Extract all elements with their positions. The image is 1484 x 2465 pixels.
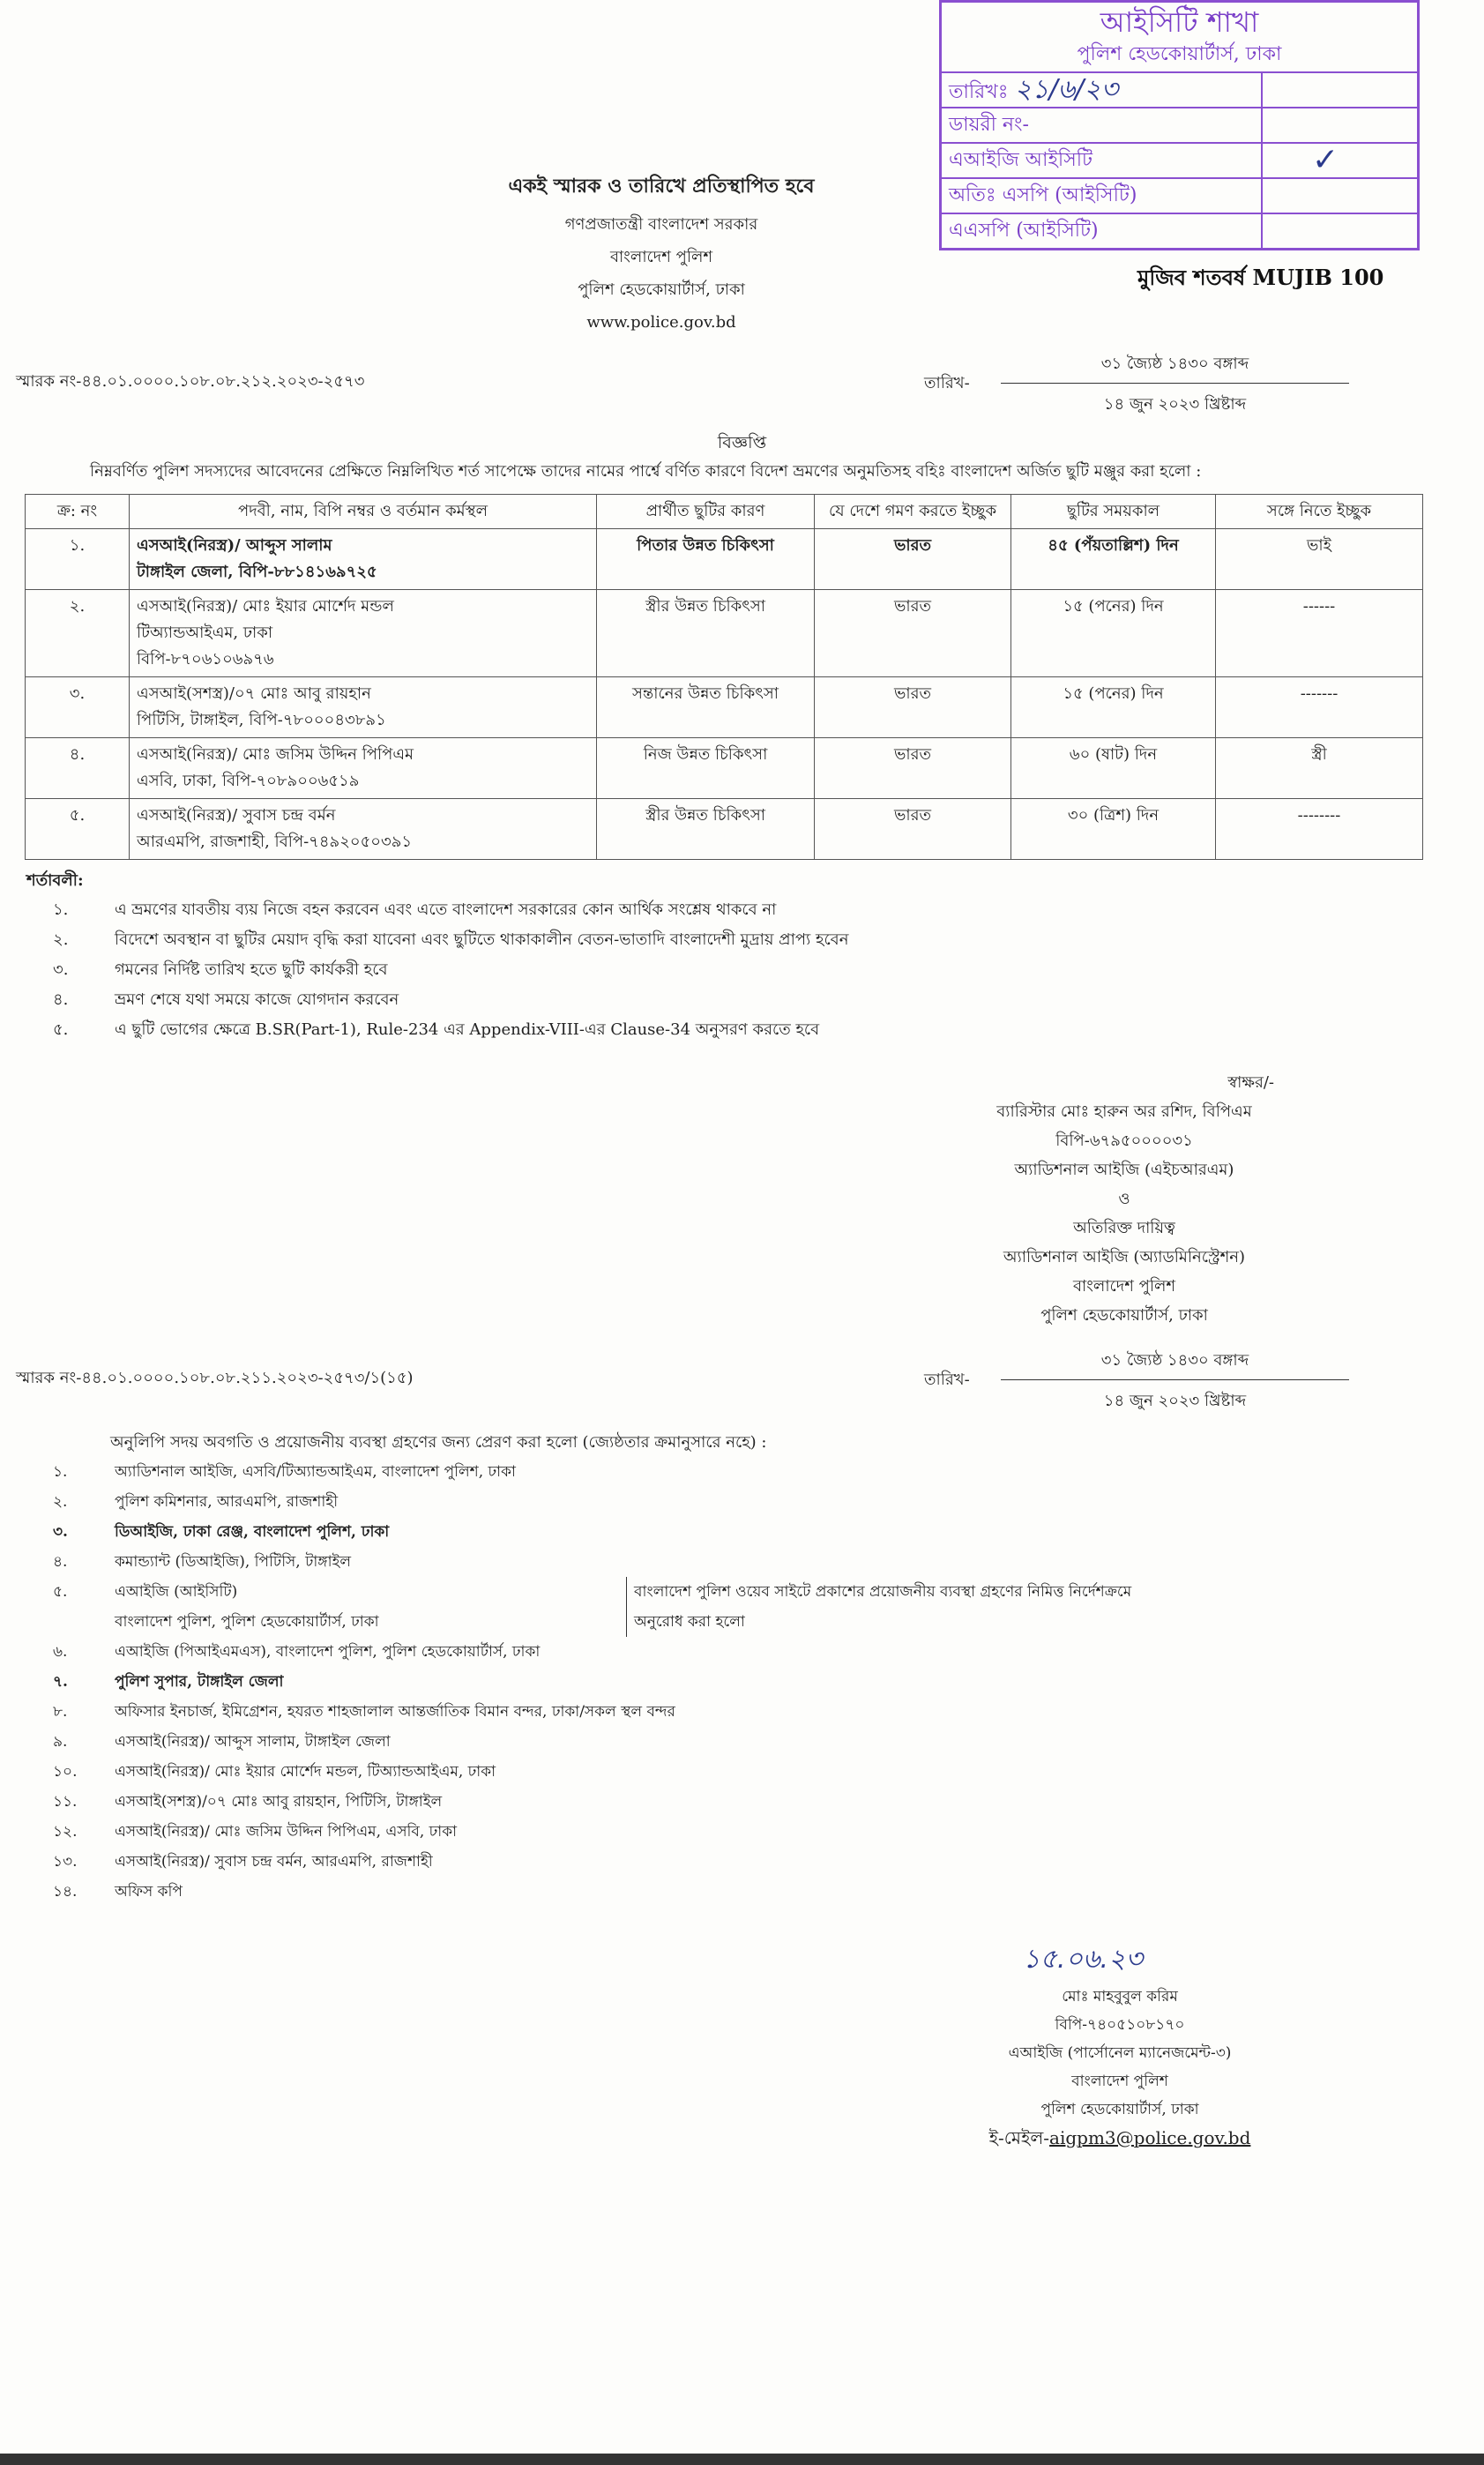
- memo-row-2: [0, 1348, 1484, 1420]
- condition-item: ৩. গমনের নির্দিষ্ট তারিখ হতে ছুটি কার্যকরী হবে: [53, 960, 388, 979]
- date-bangla-2: ৩১ জ্যৈষ্ঠ ১৪৩০ বঙ্গাব্দ: [1001, 1348, 1349, 1380]
- signature-block-1: স্বাক্ষর/- ব্যারিস্টার মোঃ হারুন অর রশিদ, বিপিএম বিপি-৬৭৯৫০০০০৩১ অ্যাডিশনাল আইজি (এইচআরএম) ও অতিরিক্ত দায়িত্ব অ্যাডিশনাল আইজি (অ্যাডমিনিস্ট্রেশন) বাংলাদেশ পুলিশ পুলিশ হেডকোয়ার্টার্স, ঢাকা: [996, 1073, 1274, 1325]
- stamp-label: এআইজি আইসিটি: [949, 149, 1093, 171]
- replace-note: একই স্মারক ও তারিখে প্রতিস্থাপিত হবে: [508, 175, 815, 198]
- table-row: ১. এসআই(নিরস্ত্র)/ আব্দুস সালাম টাঙ্গাইল জেলা, বিপি-৮৮১৪১৬৯৭২৫ পিতার উন্নত চিকিৎসা ভারত ৪৫ (পঁয়তাল্লিশ) দিন ভাই: [26, 529, 1423, 590]
- table-row: ৫. এসআই(নিরস্ত্র)/ সুবাস চন্দ্র বর্মন আরএমপি, রাজশাহী, বিপি-৭৪৯২০৫০৩৯১ স্ত্রীর উন্নত চিকিৎসা ভারত ৩০ (ত্রিশ) দিন --------: [26, 799, 1423, 860]
- table-row: ৩. এসআই(সশস্ত্র)/০৭ মোঃ আবু রায়হান পিটিসি, টাঙ্গাইল, বিপি-৭৮০০০৪৩৮৯১ সন্তানের উন্নত চিকিৎসা ভারত ১৫ (পনের) দিন -------: [26, 677, 1423, 738]
- email-link[interactable]: aigpm3@police.gov.bd: [1049, 2127, 1251, 2148]
- letterhead: গণপ্রজাতন্ত্রী বাংলাদেশ সরকার বাংলাদেশ পুলিশ পুলিশ হেডকোয়ার্টার্স, ঢাকা www.police.gov.bd: [564, 215, 758, 332]
- distribution-item: ৬. এআইজি (পিআইএমএস), বাংলাদেশ পুলিশ, পুলিশ হেডকোয়ার্টার্স, ঢাকা: [53, 1643, 541, 1661]
- check-mark: ✓: [1312, 142, 1339, 178]
- distribution-item: ৭. পুলিশ সুপার, টাঙ্গাইল জেলা: [53, 1673, 284, 1691]
- leave-table: [25, 494, 1423, 860]
- scan-edge: [0, 2454, 1484, 2465]
- date-label-2: তারিখ-: [924, 1371, 970, 1389]
- condition-item: ৫. এ ছুটি ভোগের ক্ষেত্রে B.SR(Part-1), Rule-234 এর Appendix-VIII-এর Clause-34 অনুসরণ করতে হবে: [53, 1020, 820, 1039]
- stamp-date: ২১/৬/২৩: [1014, 74, 1119, 105]
- memo-row-1: [0, 351, 1484, 423]
- date-gregorian: ১৪ জুন ২০২৩ খ্রিষ্টাব্দ: [1103, 395, 1247, 414]
- stamp-label: এএসপি (আইসিটি): [942, 213, 1417, 248]
- mujib-100-logo: মুজিব শতবর্ষ MUJIB 100: [1137, 265, 1384, 290]
- date-bangla: ৩১ জ্যৈষ্ঠ ১৪৩০ বঙ্গাব্দ: [1001, 351, 1349, 384]
- distribution-item: ৯. এসআই(নিরস্ত্র)/ আব্দুস সালাম, টাঙ্গাইল জেলা: [53, 1733, 391, 1751]
- condition-item: ২. বিদেশে অবস্থান বা ছুটির মেয়াদ বৃদ্ধি করা যাবেনা এবং ছুটিতে থাকাকালীন বেতন-ভাতাদি বাংলাদেশী মুদ্রায় প্রাপ্য হবেন: [53, 930, 849, 949]
- notice-title: বিজ্ঞপ্তি: [717, 433, 767, 452]
- stamp-label: ডায়রী নং-: [942, 107, 1417, 142]
- stamp-label: তারিখঃ: [949, 81, 1009, 103]
- notice-body: নিম্নবর্ণিত পুলিশ সদস্যদের আবেদনের প্রেক্ষিতে নিম্নলিখিত শর্ত সাপেক্ষে তাদের নামের পার্শ্বে বর্ণিত কারণে বিদেশ ভ্রমণের অনুমতিসহ বহিঃ বাংলাদেশ অর্জিত ছুটি মঞ্জুর করা হলো :: [90, 462, 1202, 481]
- memo-number-2: স্মারক নং-৪৪.০১.০০০০.১০৮.০৮.২১১.২০২৩-২৫৭৩/১(১৫): [16, 1369, 414, 1387]
- distribution-item: ১. অ্যাডিশনাল আইজি, এসবি/টিঅ্যান্ডআইএম, বাংলাদেশ পুলিশ, ঢাকা: [53, 1463, 516, 1481]
- date-gregorian-2: ১৪ জুন ২০২৩ খ্রিষ্টাব্দ: [1103, 1392, 1247, 1410]
- date-label: তারিখ-: [924, 374, 970, 392]
- conditions-title: শর্তাবলী:: [26, 871, 84, 890]
- conditions-list: [0, 895, 1446, 1045]
- memo-number: স্মারক নং-৪৪.০১.০০০০.১০৮.০৮.২১২.২০২৩-২৫৭৩: [16, 372, 365, 391]
- distribution-item: ১২. এসআই(নিরস্ত্র)/ মোঃ জসিম উদ্দিন পিপিএম, এসবি, ঢাকা: [53, 1823, 458, 1841]
- distribution-item: ১০. এসআই(নিরস্ত্র)/ মোঃ ইয়ার মোর্শেদ মন্ডল, টিঅ্যান্ডআইএম, ঢাকা: [53, 1763, 496, 1781]
- distribution-item: ৫. এআইজি (আইসিটি) বাংলাদেশ পুলিশ, পুলিশ হেডকোয়ার্টার্স, ঢাকা বাংলাদেশ পুলিশ ওয়েব সাইটে প্রকাশের প্রয়োজনীয় ব্যবস্থা গ্রহণের নিমিত্ত নির্দেশক্রমে অনুরোধ করা হলো: [0, 1577, 1446, 1637]
- distribution-item: ১৩. এসআই(নিরস্ত্র)/ সুবাস চন্দ্র বর্মন, আরএমপি, রাজশাহী: [53, 1853, 433, 1871]
- distribution-item: ১১. এসআই(সশস্ত্র)/০৭ মোঃ আবু রায়হান, পিটিসি, টাঙ্গাইল: [53, 1793, 443, 1811]
- table-header-row: ক্র: নং পদবী, নাম, বিপি নম্বর ও বর্তমান কর্মস্থল প্রার্থীত ছুটির কারণ যে দেশে গমণ করতে ইচ্ছুক ছুটির সময়কাল সঙ্গে নিতে ইচ্ছুক: [26, 495, 1423, 529]
- signature-block-2: মোঃ মাহবুবুল করিম বিপি-৭৪০৫১০৮১৭০ এআইজি (পার্সোনেল ম্যানেজমেন্ট-৩) বাংলাদেশ পুলিশ পুলিশ হেডকোয়ার্টার্স, ঢাকা ই-মেইল-aigpm3@police.gov.bd: [988, 1988, 1251, 2148]
- received-stamp: [939, 0, 1420, 250]
- stamp-label: অতিঃ এসপি (আইসিটি): [942, 177, 1417, 213]
- condition-item: ৪. ভ্রমণ শেষে যথা সময়ে কাজে যোগদান করবেন: [53, 990, 399, 1009]
- distribution-item: ৪. কমান্ড্যান্ট (ডিআইজি), পিটিসি, টাঙ্গাইল: [53, 1553, 352, 1571]
- stamp-title: আইসিটি শাখা: [1100, 5, 1259, 39]
- table-row: ২. এসআই(নিরস্ত্র)/ মোঃ ইয়ার মোর্শেদ মন্ডল টিঅ্যান্ডআইএম, ঢাকা বিপি-৮৭০৬১০৬৯৭৬ স্ত্রীর উন্নত চিকিৎসা ভারত ১৫ (পনের) দিন ------: [26, 590, 1423, 677]
- condition-item: ১. এ ভ্রমণের যাবতীয় ব্যয় নিজে বহন করবেন এবং এতে বাংলাদেশ সরকারের কোন আর্থিক সংশ্লেষ থাকবে না: [53, 900, 777, 919]
- stamp-subtitle: পুলিশ হেডকোয়ার্টার্স, ঢাকা: [1077, 43, 1282, 65]
- table-row: ৪. এসআই(নিরস্ত্র)/ মোঃ জসিম উদ্দিন পিপিএম এসবি, ঢাকা, বিপি-৭০৮৯০০৬৫১৯ নিজ উন্নত চিকিৎসা ভারত ৬০ (ষাট) দিন স্ত্রী: [26, 738, 1423, 799]
- handwritten-initial-date: ১৫.০৬.২৩: [1023, 1944, 1144, 1975]
- distribution-item: ১৪. অফিস কপি: [53, 1883, 183, 1901]
- distribution-intro: অনুলিপি সদয় অবগতি ও প্রয়োজনীয় ব্যবস্থা গ্রহণের জন্য প্রেরণ করা হলো (জ্যেষ্ঠতার ক্রমানুসারে নহে) :: [110, 1433, 767, 1452]
- distribution-list: [0, 1457, 1446, 1907]
- distribution-item: ৮. অফিসার ইনচার্জ, ইমিগ্রেশন, হযরত শাহজালাল আন্তর্জাতিক বিমান বন্দর, ঢাকা/সকল স্থল বন্দর: [53, 1703, 675, 1721]
- document-body: [0, 351, 1484, 2152]
- distribution-item: ৩. ডিআইজি, ঢাকা রেঞ্জ, বাংলাদেশ পুলিশ, ঢাকা: [53, 1523, 390, 1541]
- distribution-item: ২. পুলিশ কমিশনার, আরএমপি, রাজশাহী: [53, 1493, 339, 1511]
